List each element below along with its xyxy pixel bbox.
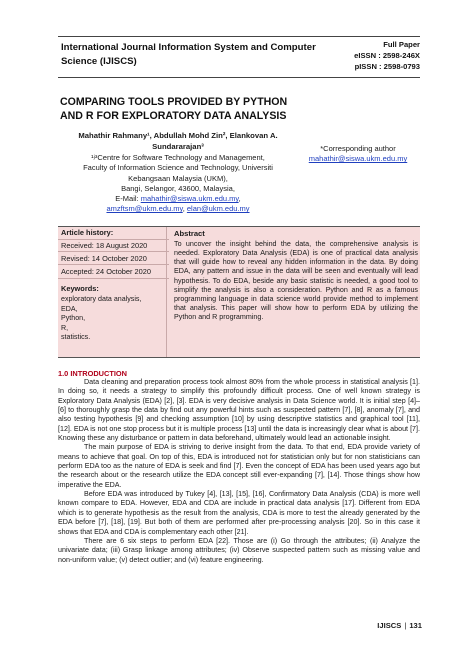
- received-date: Received: 18 August 2020: [58, 240, 169, 252]
- journal-issn-block: [330, 39, 420, 72]
- paper-title: COMPARING TOOLS PROVIDED BY PYTHON AND R FOR EXPLORATORY DATA ANALYSIS: [60, 96, 288, 122]
- section-heading-introduction: 1.0 INTRODUCTION: [58, 369, 127, 378]
- email-link-amzftsm[interactable]: amzftsm@ukm.edu.my: [106, 204, 183, 214]
- article-history-label: Article history:: [61, 228, 114, 237]
- email-label: E-Mail:: [115, 194, 141, 204]
- keyword-list: [61, 295, 165, 343]
- page-number: 131: [409, 621, 422, 630]
- eissn-label: eISSN : 2598-246X: [354, 51, 420, 60]
- keyword-item: Python,: [61, 314, 86, 323]
- corresponding-author-email[interactable]: mahathir@siswa.ukm.edu.my: [308, 154, 408, 164]
- author-affiliation: [62, 153, 294, 215]
- email-link-elan[interactable]: elan@ukm.edu.my: [186, 204, 250, 214]
- email-line-1: [62, 194, 294, 204]
- affiliation-line-3: Kebangsaan Malaysia (UKM),: [128, 173, 228, 183]
- email-link-mahathir[interactable]: mahathir@siswa.ukm.edu.my: [140, 194, 239, 204]
- affiliation-line-1: ¹ʲ³Centre for Software Technology and Management,: [91, 153, 265, 162]
- abstract-text: To uncover the insight behind the data, the comprehensive analysis is needed. Exploratory Data Analysis (EDA) is one of practical data analysis that will guide how to reveal any hidden information in the data. By doing EDA, any pattern and issue in the data will be seen and eventually will lead hypothesis. To do EDA, beside any basic statistic is needed, a good tool to simplify the analysis is also a consideration. Python and R as a famous programming language in data science world provide method to implement that analysis. This paper will show how to perform EDA by utilizing the Python and R programming.: [174, 240, 418, 322]
- corresponding-author: [294, 144, 422, 165]
- keyword-item: R,: [61, 323, 69, 332]
- footer-journal-abbr: IJISCS: [377, 621, 402, 630]
- body-paragraph: Data cleaning and preparation process took almost 80% from the whole process in statistical analysis [1]. In doing so, it needs a strategy to simplify this profoundly difficult process. One of well known strategy is Exploratory Data Analysis (EDA) [2], [3]. EDA is very decisive analysis in Data Science world. It is initial step [4]–[6] to thoroughly grasp the data by find out any powerful hints such as suspected pattern [7], [8], anomaly [7], and also testing hypothesis [9] and checking assumption [10] by using descriptive statistics and graphical tool [11], [12]. EDA is not one stop process but it is multiple process [13] until the data is increasingly clear what is about [7]. Knowing these any disturbance or pattern in data beforehand, ultimately would lead an actionable insight.: [58, 378, 420, 443]
- keyword-item: EDA,: [61, 304, 78, 313]
- article-info-column: [58, 227, 167, 357]
- abstract-heading: Abstract: [174, 229, 205, 238]
- email-line-2: [62, 204, 294, 214]
- keyword-item: statistics.: [61, 333, 91, 342]
- pissn-label: pISSN : 2598-0793: [354, 62, 420, 71]
- keyword-item: exploratory data analysis,: [61, 295, 142, 303]
- email-separator-1: ,: [238, 194, 241, 204]
- article-history-row: [58, 227, 169, 240]
- page-footer: [330, 621, 422, 630]
- abstract-column: [174, 227, 418, 322]
- author-list: [62, 130, 294, 152]
- corresponding-author-label: *Corresponding author: [320, 144, 396, 153]
- affiliation-line-2: Faculty of Information Science and Technology, Universiti: [83, 163, 273, 173]
- journal-name: International Journal Information System and Computer Science (IJISCS): [61, 42, 316, 67]
- body-paragraph: There are 6 six steps to perform EDA [22]. Those are (i) Go through the attributes; (ii) Analyze the univariate data; (iii) Grasp linkage among attributes; (iv) Observe suspected pattern such as missing value and non-uniform value; (v) detect outlier; and (vi) feature engineering.: [58, 536, 420, 564]
- journal-header: [58, 36, 420, 78]
- introduction-body: [58, 378, 420, 565]
- keywords-label: Keywords:: [61, 284, 99, 293]
- abstract-box: [58, 226, 420, 358]
- authors-line-2: Sundararajan³: [152, 142, 204, 151]
- paper-type-label: Full Paper: [383, 40, 420, 49]
- body-paragraph: Before EDA was introduced by Tukey [4], [13], [15], [16], Confirmatory Data Analysis (CDA) is more well known compare to EDA. However, EDA and CDA are include in practical data analysis [17]. Different from EDA which is to generate hypothesis as the result from the analysis, CDA is more to test the already generated by the EDA before [7], [18], [19]. But both of them are performed after pre-processing analysis [20]. So in this case it shows that EDA and CDA is complementary each other [21].: [58, 490, 420, 536]
- accepted-date: Accepted: 24 October 2020: [58, 266, 169, 279]
- body-paragraph: The main purpose of EDA is striving to derive insight from the data. To that end, EDA provide variety of means to achieve that goal. On top of this, EDA is introduced not for statistician only but for non statisticians can perform EDA too as the nature of EDA is seek and find [7]. Even the concept of EDA has been used years ago but the research about or the research utilize the EDA concept still ever-expanding [7], [14]. Those things show how imperative the EDA.: [58, 443, 420, 489]
- footer-separator: |: [404, 621, 407, 630]
- authors-line-1: Mahathir Rahmany¹, Abdullah Mohd Zin², Elankovan A.: [78, 131, 278, 140]
- email-separator-2: ,: [182, 204, 187, 214]
- affiliation-line-4: Bangi, Selangor, 43600, Malaysia,: [121, 183, 235, 193]
- revised-date: Revised: 14 October 2020: [58, 253, 169, 265]
